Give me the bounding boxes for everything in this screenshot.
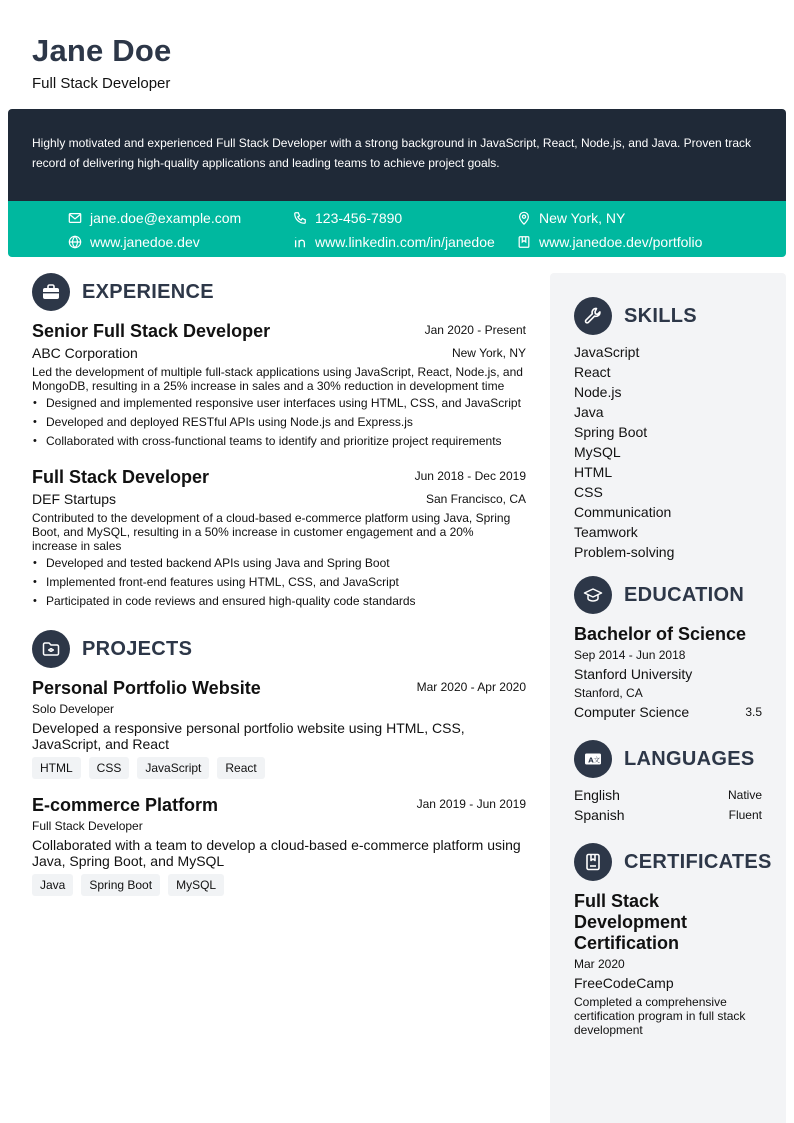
job-2-bullet: • Participated in code reviews and ensured high-quality code standards [32,592,532,611]
certificates-header [574,843,772,881]
job-2-company: DEF Startups [32,491,117,507]
skill-item: JavaScript [574,344,640,360]
email-text: jane.doe@example.com [90,210,242,226]
skill-item: Problem-solving [574,544,675,560]
job-1-location: New York, NY [451,346,526,360]
skill-item: Teamwork [574,524,638,540]
skill-item: MySQL [574,444,621,460]
linkedin-icon [293,235,307,249]
job-1-bullet: • Developed and deployed RESTful APIs using Node.js and Express.js [32,413,532,432]
skill-item: Node.js [574,384,622,400]
languages-icon-circle [574,740,612,778]
project-2-dates: Jan 2019 - Jun 2019 [416,797,526,811]
tag: JavaScript [137,757,209,779]
experience-icon-circle [32,273,70,311]
job-1-description: Led the development of multiple full-stack applications using JavaScript, React, Node.js, and MongoDB, resulting in a 25% increase in sales and a 30% reduction in development time [32,365,523,393]
certificate-title: Full Stack Development Certification [574,891,688,953]
skills-header [574,297,697,335]
language-level: Native [727,788,762,802]
job-2-description: Contributed to the development of a cloud-based e-commerce platform using Java, Spring Boot, and MySQL, resulting in a 50% increase in customer engagement and a 20% increase in sales [32,511,511,553]
contact-linkedin[interactable] [293,233,495,251]
project-1-role: Solo Developer [32,702,115,716]
tag: MySQL [168,874,224,896]
contact-bar [8,201,786,257]
folder-icon [41,639,61,659]
skill-item: Spring Boot [574,424,648,440]
skill-item: Communication [574,504,672,520]
experience-header [32,273,214,311]
job-1-bullets [32,394,532,451]
project-1-tags [32,757,265,779]
experience-title: EXPERIENCE [82,280,214,303]
languages-title: LANGUAGES [624,747,755,770]
project-2-title: E-commerce Platform [32,795,219,815]
tag: React [217,757,264,779]
education-header [574,576,744,614]
portfolio-text: www.janedoe.dev/portfolio [539,234,703,250]
education-dates: Sep 2014 - Jun 2018 [574,648,686,662]
candidate-title: Full Stack Developer [32,75,171,92]
tag: Spring Boot [81,874,160,896]
certificate-description: Completed a comprehensive certification program in full stack development [574,995,746,1037]
map-pin-icon [517,211,531,225]
job-2-bullet: • Implemented front-end features using HTML, CSS, and JavaScript [32,573,532,592]
summary-box [8,109,786,201]
education-gpa: 3.5 [745,705,762,719]
svg-text:A: A [588,756,594,765]
project-2-tags [32,874,224,896]
sidebar [550,273,786,1123]
projects-header [32,630,192,668]
project-1-title: Personal Portfolio Website [32,678,261,698]
certificate-date: Mar 2020 [574,957,625,971]
certificates-icon-circle [574,843,612,881]
education-location: Stanford, CA [574,686,643,700]
phone-text: 123-456-7890 [315,210,403,226]
skill-item: Java [574,404,604,420]
tag: Java [32,874,73,896]
bookmark-book-icon [583,852,603,872]
location-text: New York, NY [539,210,626,226]
job-2-title: Full Stack Developer [32,467,210,487]
education-field: Computer Science [574,704,690,720]
contact-portfolio[interactable] [517,233,702,251]
project-1-dates: Mar 2020 - Apr 2020 [416,680,526,694]
book-icon [517,235,531,249]
candidate-name: Jane Doe [32,33,172,68]
projects-icon-circle [32,630,70,668]
job-2-bullets [32,554,532,611]
language-row [574,805,762,825]
certificate-issuer: FreeCodeCamp [574,975,674,991]
job-1-bullet: • Collaborated with cross-functional teams to identify and prioritize project requirements [32,432,532,451]
language-name: English [574,787,620,803]
contact-website[interactable] [68,233,200,251]
phone-icon [293,211,307,225]
education-title: EDUCATION [624,583,745,606]
skill-item: CSS [574,484,603,500]
education-degree: Bachelor of Science [574,624,747,644]
languages-header [574,740,754,778]
mail-icon [68,211,82,225]
svg-text:文: 文 [593,756,600,764]
contact-email[interactable] [68,209,241,227]
project-1-description: Developed a responsive personal portfolio website using HTML, CSS, JavaScript, and React [32,720,465,752]
job-1-title: Senior Full Stack Developer [32,321,271,341]
project-2-role: Full Stack Developer [32,819,143,833]
skill-item: HTML [574,464,613,480]
languages-list [574,785,762,825]
language-row [574,785,762,805]
summary-text: Highly motivated and experienced Full Stack Developer with a strong background in JavaScript, React, Node.js, and Java. Proven track record of delivering high-quality applications and leading teams to achieve project goals. [32,136,752,170]
tag: HTML [32,757,81,779]
wrench-icon [583,306,603,326]
job-2-location: San Francisco, CA [425,492,526,506]
skills-icon-circle [574,297,612,335]
language-name: Spanish [574,807,625,823]
contact-location [517,209,625,227]
linkedin-text: www.linkedin.com/in/janedoe [315,234,495,250]
job-2-bullet: • Developed and tested backend APIs using Java and Spring Boot [32,554,532,573]
job-1-bullet: • Designed and implemented responsive user interfaces using HTML, CSS, and JavaScript [32,394,532,413]
certificates-title: CERTIFICATES [624,850,772,873]
contact-phone[interactable] [293,209,402,227]
language-level: Fluent [728,808,762,822]
skill-item: React [574,364,611,380]
skills-list [574,342,674,562]
project-2-description: Collaborated with a team to develop a cloud-based e-commerce platform using Java, Spring Boot, and MySQL [32,837,521,869]
education-icon-circle [574,576,612,614]
skills-title: SKILLS [624,304,697,327]
website-text: www.janedoe.dev [90,234,200,250]
education-school: Stanford University [574,666,693,682]
job-2-dates: Jun 2018 - Dec 2019 [414,469,526,483]
globe-icon [68,235,82,249]
graduation-cap-icon [583,585,603,605]
job-1-dates: Jan 2020 - Present [424,323,526,337]
briefcase-icon [41,282,61,302]
job-1-company: ABC Corporation [32,345,138,361]
translate-icon [583,749,603,769]
tag: CSS [89,757,130,779]
projects-title: PROJECTS [82,637,193,660]
